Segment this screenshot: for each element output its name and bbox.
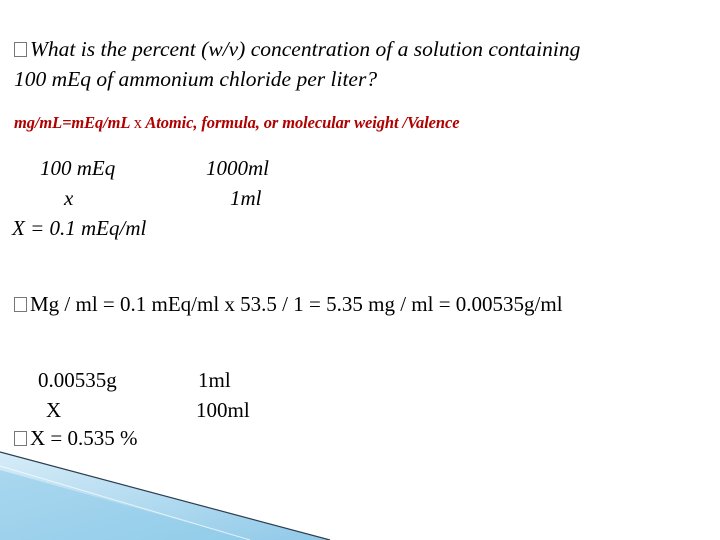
proportion2-x: X: [46, 398, 62, 422]
calculation-line: [14, 292, 563, 317]
proportion1-result: X = 0.1 mEq/ml: [12, 216, 147, 240]
formula-lhs: mg/mL=mEq/mL: [14, 113, 130, 132]
question-line-1: [14, 34, 580, 65]
proportion1-b: 1000ml: [206, 156, 269, 180]
bullet-icon: [14, 297, 27, 312]
question-line-2: 100 mEq of ammonium chloride per liter?: [14, 67, 378, 91]
formula-line: [14, 113, 459, 133]
proportion2-b: 1ml: [198, 368, 231, 392]
proportion2-c: 100ml: [196, 398, 250, 422]
proportion2-result-line: [14, 426, 138, 451]
calculation-text: Mg / ml = 0.1 mEq/ml x 53.5 / 1 = 5.35 mg / ml = 0.00535g/ml: [30, 292, 563, 316]
proportion1-c: 1ml: [230, 186, 262, 210]
proportion2-result: X = 0.535 %: [30, 426, 138, 450]
bullet-icon: [14, 431, 27, 446]
proportion1-x: x: [64, 186, 74, 210]
formula-times: x: [133, 113, 142, 132]
proportion2-a: 0.00535g: [38, 368, 117, 392]
proportion1-a: 100 mEq: [40, 156, 116, 180]
bullet-icon: [14, 42, 27, 57]
question-text-1: What is the percent (w/v) concentration of a solution containing: [30, 37, 581, 61]
formula-rhs: Atomic, formula, or molecular weight /Valence: [145, 113, 460, 132]
